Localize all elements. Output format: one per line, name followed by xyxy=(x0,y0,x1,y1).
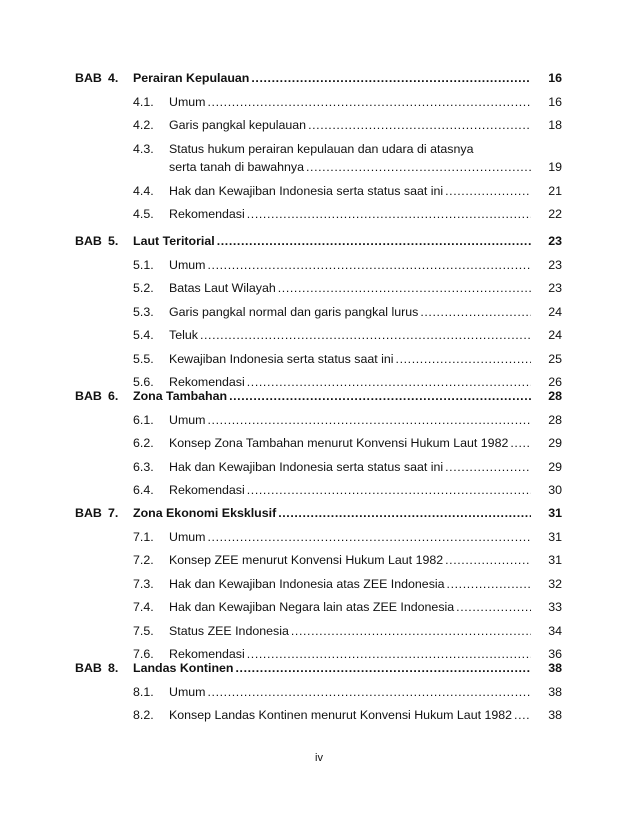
toc-chapter xyxy=(0,660,638,731)
item-page-number: 33 xyxy=(548,600,562,614)
item-title: Konsep Zona Tambahan menurut Konvensi Hukum Laut 1982 xyxy=(169,436,509,450)
toc-item[interactable] xyxy=(0,257,638,281)
toc-item[interactable] xyxy=(0,351,638,375)
chapter-label xyxy=(75,505,118,521)
item-title-entry xyxy=(169,94,531,110)
chapter-page-number: 28 xyxy=(548,389,562,403)
chapter-page-number: 23 xyxy=(548,234,562,248)
dot-leader xyxy=(200,328,531,342)
item-title: Rekomendasi xyxy=(169,375,245,389)
dot-leader xyxy=(445,460,531,474)
item-title: Hak dan Kewajiban Negara lain atas ZEE Indonesia xyxy=(169,600,455,614)
toc-item[interactable] xyxy=(0,552,638,576)
toc-item[interactable] xyxy=(0,623,638,647)
item-page-number: 28 xyxy=(548,412,562,427)
dot-leader xyxy=(247,647,531,661)
toc-item[interactable] xyxy=(0,183,638,207)
item-page-number: 24 xyxy=(548,328,562,342)
dot-leader xyxy=(207,530,531,544)
item-number: 4.1. xyxy=(133,94,154,109)
item-page-number: 21 xyxy=(548,183,562,198)
item-title-entry xyxy=(169,707,531,723)
item-number: 4.4. xyxy=(133,183,154,198)
item-title-entry xyxy=(169,206,531,222)
item-page-number: 38 xyxy=(548,684,562,699)
dot-leader xyxy=(514,708,531,722)
item-number: 5.6. xyxy=(133,375,154,389)
item-title: Status ZEE Indonesia xyxy=(169,623,289,638)
item-title-entry xyxy=(169,117,531,133)
item-title: Umum xyxy=(169,257,206,272)
chapter-title: Perairan Kepulauan xyxy=(133,71,250,85)
item-page-number: 19 xyxy=(548,159,562,174)
item-number: 7.1. xyxy=(133,529,154,544)
item-number: 6.1. xyxy=(133,412,154,427)
dot-leader xyxy=(247,207,531,221)
item-title: Status hukum perairan kepulauan dan udara di atasnya xyxy=(169,141,474,156)
dot-leader xyxy=(445,184,531,198)
toc-chapter xyxy=(0,70,638,230)
chapter-title: Landas Kontinen xyxy=(133,661,234,675)
item-number: 8.1. xyxy=(133,684,154,699)
dot-leader xyxy=(396,352,531,366)
item-number: 5.5. xyxy=(133,351,154,366)
dot-leader xyxy=(207,95,531,109)
item-title-entry xyxy=(169,623,531,639)
chapter-word: BAB xyxy=(75,506,102,520)
item-title-entry xyxy=(169,459,531,475)
dot-leader xyxy=(278,506,531,520)
item-title: Hak dan Kewajiban Indonesia serta status saat ini xyxy=(169,183,444,198)
item-title: Batas Laut Wilayah xyxy=(169,281,276,295)
dot-leader xyxy=(447,577,531,591)
item-page-number: 23 xyxy=(548,281,562,295)
item-page-number: 36 xyxy=(548,647,562,661)
chapter-title-entry xyxy=(133,388,531,404)
chapter-label xyxy=(75,70,118,86)
item-title: Rekomendasi xyxy=(169,647,245,661)
dot-leader xyxy=(236,661,531,675)
item-title-entry xyxy=(169,280,531,296)
dot-leader xyxy=(420,305,531,319)
toc-chapter xyxy=(0,233,638,398)
item-number: 8.2. xyxy=(133,708,154,722)
item-page-number: 16 xyxy=(548,94,562,109)
dot-leader xyxy=(217,234,531,248)
item-number: 5.1. xyxy=(133,257,154,272)
item-title: Garis pangkal normal dan garis pangkal lurus xyxy=(169,304,419,319)
toc-item[interactable] xyxy=(0,529,638,553)
item-number: 4.3. xyxy=(133,141,154,156)
item-number: 4.5. xyxy=(133,207,154,221)
toc-item[interactable] xyxy=(0,327,638,351)
toc-item[interactable] xyxy=(0,304,638,328)
item-page-number: 34 xyxy=(548,623,562,638)
item-title: Kewajiban Indonesia serta status saat ini xyxy=(169,351,394,366)
chapter-number: 8. xyxy=(108,661,119,675)
dot-leader xyxy=(207,258,531,272)
dot-leader xyxy=(510,436,531,450)
toc-item[interactable] xyxy=(0,94,638,118)
item-page-number: 31 xyxy=(548,529,562,544)
toc-chapter xyxy=(0,505,638,670)
toc-item[interactable] xyxy=(0,459,638,483)
item-page-number: 38 xyxy=(548,708,562,722)
toc-chapter xyxy=(0,388,638,506)
chapter-number: 5. xyxy=(108,234,119,248)
item-title-entry xyxy=(169,576,531,592)
item-title: Konsep Landas Kontinen menurut Konvensi Hukum Laut 1982 xyxy=(169,708,513,722)
toc-item[interactable] xyxy=(0,412,638,436)
item-title-line2: serta tanah di bawahnya xyxy=(169,159,305,174)
toc-chapter-heading[interactable] xyxy=(0,70,638,94)
item-title: Konsep ZEE menurut Konvensi Hukum Laut 1982 xyxy=(169,553,444,567)
chapter-word: BAB xyxy=(75,661,102,675)
toc-item[interactable] xyxy=(0,684,638,708)
toc-chapter-heading[interactable] xyxy=(0,388,638,412)
item-number: 7.5. xyxy=(133,623,154,638)
dot-leader xyxy=(308,118,531,132)
item-title: Rekomendasi xyxy=(169,483,245,497)
item-page-number: 30 xyxy=(548,483,562,497)
item-title-line2-wrap xyxy=(169,159,531,175)
dot-leader xyxy=(251,71,531,85)
chapter-number: 7. xyxy=(108,506,119,520)
dot-leader xyxy=(247,375,531,389)
chapter-word: BAB xyxy=(75,389,102,403)
item-number: 6.2. xyxy=(133,436,154,450)
dot-leader xyxy=(229,389,531,403)
item-title-entry xyxy=(169,257,531,273)
dot-leader xyxy=(291,624,531,638)
toc-item[interactable] xyxy=(0,141,638,183)
item-title-entry xyxy=(169,684,531,700)
item-title: Garis pangkal kepulauan xyxy=(169,118,307,132)
chapter-word: BAB xyxy=(75,234,102,248)
item-title-entry xyxy=(169,552,531,568)
dot-leader xyxy=(306,160,531,174)
item-page-number: 31 xyxy=(548,553,562,567)
item-title: Teluk xyxy=(169,328,198,342)
footer-page-number: iv xyxy=(315,752,323,764)
item-title: Umum xyxy=(169,412,206,427)
chapter-label xyxy=(75,388,118,404)
dot-leader xyxy=(445,553,531,567)
item-title-entry xyxy=(169,141,531,175)
item-title-entry xyxy=(169,327,531,343)
chapter-page-number: 16 xyxy=(548,71,562,85)
toc-chapter-heading[interactable] xyxy=(0,660,638,684)
chapter-title: Zona Ekonomi Eksklusif xyxy=(133,506,277,520)
item-number: 5.4. xyxy=(133,328,154,342)
item-title: Rekomendasi xyxy=(169,207,245,221)
item-title-entry xyxy=(169,351,531,367)
toc-item[interactable] xyxy=(0,435,638,459)
item-title-entry xyxy=(169,529,531,545)
toc-item[interactable] xyxy=(0,482,638,506)
chapter-word: BAB xyxy=(75,71,102,85)
item-title-entry xyxy=(169,183,531,199)
item-title: Hak dan Kewajiban Indonesia serta status saat ini xyxy=(169,459,444,474)
item-number: 5.2. xyxy=(133,281,154,295)
item-title-entry xyxy=(169,599,531,615)
chapter-title-entry xyxy=(133,70,531,86)
chapter-title-entry xyxy=(133,233,531,249)
chapter-number: 4. xyxy=(108,71,119,85)
item-title: Umum xyxy=(169,684,206,699)
item-page-number: 29 xyxy=(548,459,562,474)
item-page-number: 26 xyxy=(548,375,562,389)
item-page-number: 29 xyxy=(548,436,562,450)
chapter-page-number: 31 xyxy=(548,506,562,520)
chapter-page-number: 38 xyxy=(548,661,562,675)
item-number: 6.3. xyxy=(133,459,154,474)
item-title-entry xyxy=(169,412,531,428)
item-page-number: 24 xyxy=(548,304,562,319)
item-number: 7.6. xyxy=(133,647,154,661)
chapter-label xyxy=(75,660,118,676)
chapter-title-entry xyxy=(133,660,531,676)
item-page-number: 23 xyxy=(548,257,562,272)
dot-leader xyxy=(456,600,531,614)
item-number: 7.4. xyxy=(133,600,154,614)
toc-item[interactable] xyxy=(0,707,638,731)
chapter-number: 6. xyxy=(108,389,119,403)
item-title: Hak dan Kewajiban Indonesia atas ZEE Indonesia xyxy=(169,576,445,591)
toc-chapter-heading[interactable] xyxy=(0,233,638,257)
chapter-title: Laut Teritorial xyxy=(133,234,215,248)
toc-item[interactable] xyxy=(0,117,638,141)
chapter-title: Zona Tambahan xyxy=(133,389,228,403)
toc-item[interactable] xyxy=(0,576,638,600)
dot-leader xyxy=(278,281,531,295)
toc-item[interactable] xyxy=(0,599,638,623)
item-number: 7.3. xyxy=(133,576,154,591)
dot-leader xyxy=(207,685,531,699)
item-page-number: 32 xyxy=(548,576,562,591)
toc-item[interactable] xyxy=(0,280,638,304)
item-title: Umum xyxy=(169,94,206,109)
item-page-number: 22 xyxy=(548,207,562,221)
item-title-entry xyxy=(169,482,531,498)
item-number: 4.2. xyxy=(133,118,154,132)
toc-chapter-heading[interactable] xyxy=(0,505,638,529)
item-number: 6.4. xyxy=(133,483,154,497)
chapter-label xyxy=(75,233,118,249)
item-page-number: 18 xyxy=(548,118,562,132)
dot-leader xyxy=(207,413,531,427)
item-number: 7.2. xyxy=(133,553,154,567)
toc-item[interactable] xyxy=(0,206,638,230)
item-title: Umum xyxy=(169,529,206,544)
item-number: 5.3. xyxy=(133,304,154,319)
item-title-entry xyxy=(169,304,531,320)
item-page-number: 25 xyxy=(548,351,562,366)
chapter-title-entry xyxy=(133,505,531,521)
item-title-entry xyxy=(169,435,531,451)
dot-leader xyxy=(247,483,531,497)
